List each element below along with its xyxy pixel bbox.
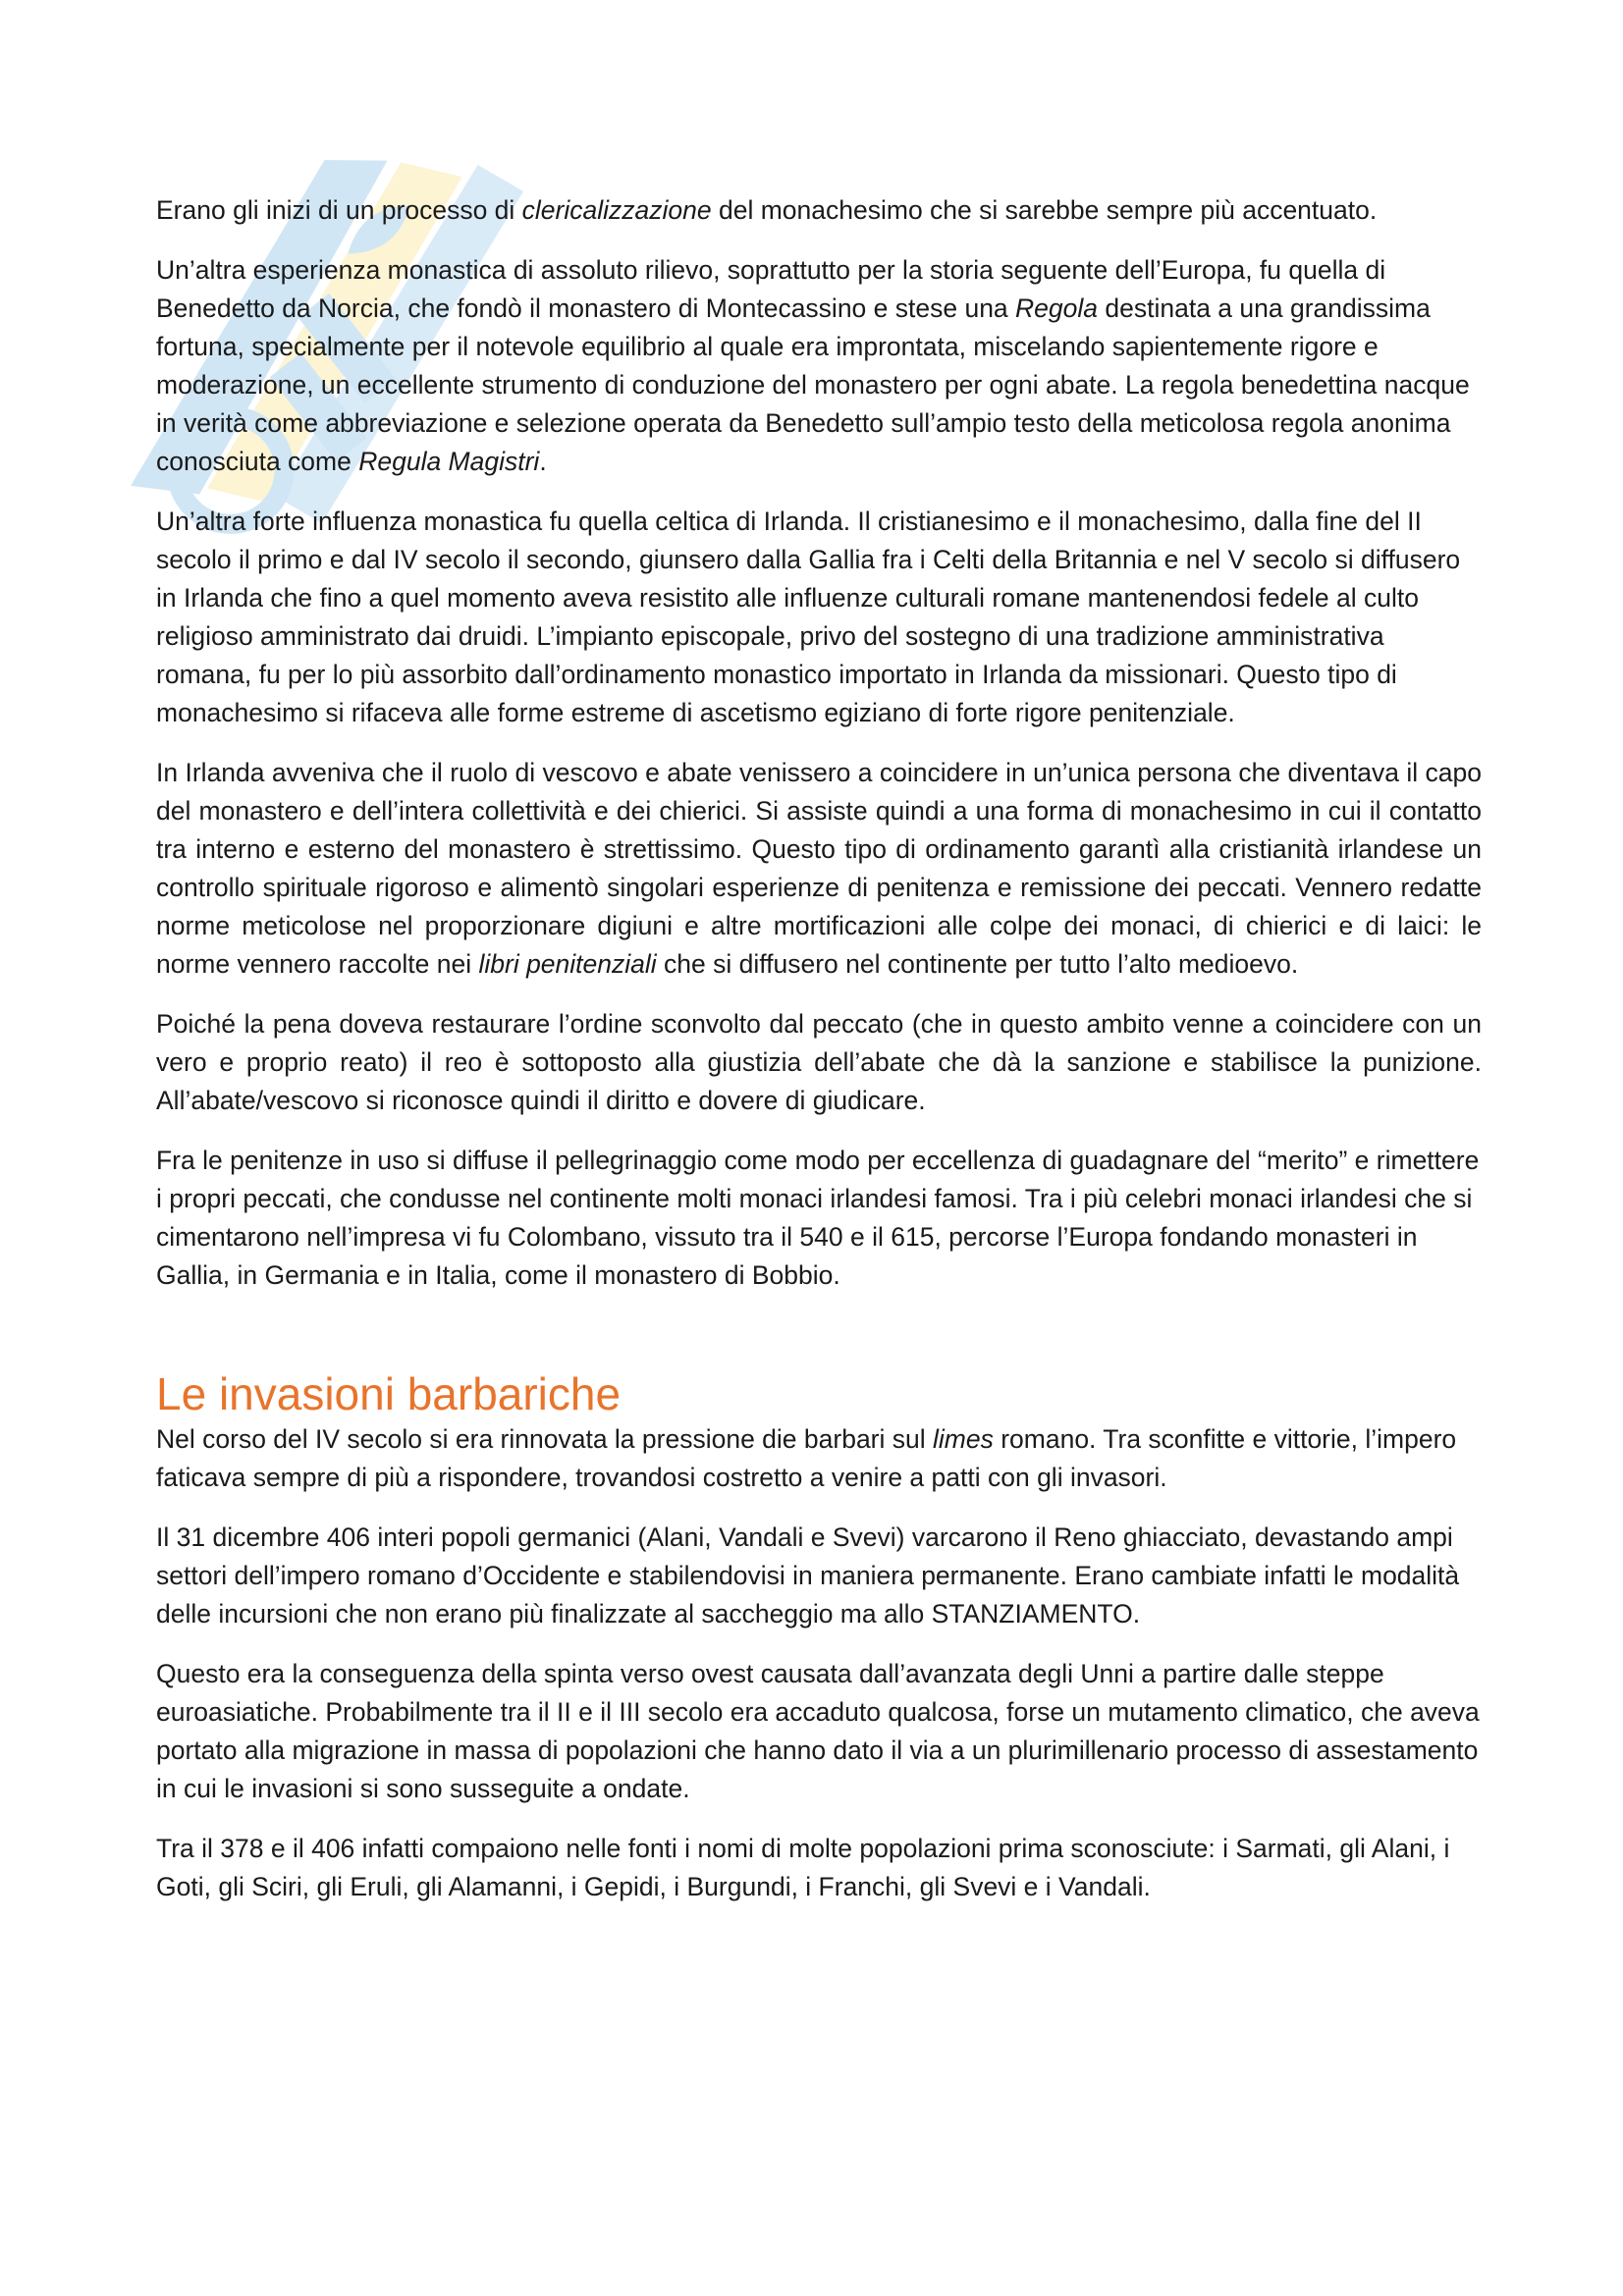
paragraph-pellegrinaggio: Fra le penitenze in uso si diffuse il pellegrinaggio come modo per eccellenza di guadagnare del “merito” e rimettere i propri peccati, che condusse nel continente molti monaci irlandesi famosi. Tra i più celebri monaci irlandesi che si cimentarono nell’impresa vi fu Colombano, vissuto tra il 540 e il 615, percorse l’Europa fondando monasteri in Gallia, in Germania e in Italia, come il monastero di Bobbio. [156,1146,1480,1290]
document-body [156,191,1482,1928]
paragraph-irlanda-vescovo: In Irlanda avveniva che il ruolo di vescovo e abate venissero a coincidere in un’unica persona che diventava il capo del monastero e dell’intera collettività e dei chierici. Si assiste quindi a una forma di monachesimo in cui il contatto tra interno e esterno del monastero è strettissimo. Questo tipo di ordinamento garantì alla cristianità irlandese un controllo spirituale rigoroso e alimentò singolari esperienze di penitenza e remissione dei peccati. Vennero redatte norme meticolose nel proporzionare digiuni e altre mortificazioni alle colpe dei monaci, di chierici e di laici: le norme vennero raccolte nei libri penitenziali che si diffusero nel continente per tutto l’alto medioevo. [156,758,1482,979]
paragraph-irlanda-influenza: Un’altra forte influenza monastica fu quella celtica di Irlanda. Il cristianesimo e il monachesimo, dalla fine del II secolo il primo e dal IV secolo il secondo, giunsero dalla Gallia fra i Celti della Britannia e nel V secolo si diffusero in Irlanda che fino a quel momento aveva resistito alle influenze culturali romane mantenendosi fedele al culto religioso amministrato dai druidi. L’impianto episcopale, privo del sostegno di una tradizione amministrativa romana, fu per lo più assorbito dall’ordinamento monastico importato in Irlanda da missionari. Questo tipo di monachesimo si rifaceva alle forme estreme di ascetismo egiziano di forte rigore penitenziale. [156,507,1461,727]
paragraph-benedetto: Un’altra esperienza monastica di assoluto rilievo, soprattutto per la storia seguente dell’Europa, fu quella di Benedetto da Norcia, che fondò il monastero di Montecassino e stese una Regola destinata a una grandissima fortuna, specialmente per il notevole equilibrio al quale era improntata, miscelando sapientemente rigore e moderazione, un eccellente strumento di conduzione del monastero per ogni abate. La regola benedettina nacque in verità come abbreviazione e selezione operata da Benedetto sull’ampio testo della meticolosa regola anonima conosciuta come Regula Magistri. [156,255,1470,476]
section-heading: Le invasioni barbariche [156,1368,622,1419]
paragraph-pena: Poiché la pena doveva restaurare l’ordine sconvolto dal peccato (che in questo ambito venne a coincidere con un vero e proprio reato) il reo è sottoposto alla giustizia dell’abate che dà la sanzione e stabilisce la punizione. All’abate/vescovo si riconosce quindi il diritto e dovere di giudicare. [156,1009,1482,1115]
paragraph-reno: Il 31 dicembre 406 interi popoli germanici (Alani, Vandali e Svevi) varcarono il Reno ghiacciato, devastando ampi settori dell’impero romano d’Occidente e stabilendovisi in maniera permanente. Erano cambiate infatti le modalità delle incursioni che non erano più finalizzate al saccheggio ma allo STANZIAMENTO. [156,1522,1460,1629]
paragraph-limes: Nel corso del IV secolo si era rinnovata la pressione die barbari sul limes romano. Tra sconfitte e vittorie, l’impero faticava sempre di più a rispondere, trovandosi costretto a venire a patti con gli invasori. [156,1424,1457,1492]
paragraph-popolazioni: Tra il 378 e il 406 infatti compaiono nelle fonti i nomi di molte popolazioni prima sconosciute: i Sarmati, gli Alani, i Goti, gli Sciri, gli Eruli, gli Alamanni, i Gepidi, i Burgundi, i Franchi, gli Svevi e i Vandali. [156,1834,1450,1901]
paragraph-clericalizzazione: Erano gli inizi di un processo di clericalizzazione del monachesimo che si sarebbe sempre più accentuato. [156,195,1378,225]
paragraph-unni: Questo era la conseguenza della spinta verso ovest causata dall’avanzata degli Unni a partire dalle steppe euroasiatiche. Probabilmente tra il II e il III secolo era accaduto qualcosa, forse un mutamento climatico, che aveva portato alla migrazione in massa di popolazioni che hanno dato il via a un plurimillenario processo di assestamento in cui le invasioni si sono susseguite a ondate. [156,1659,1480,1803]
